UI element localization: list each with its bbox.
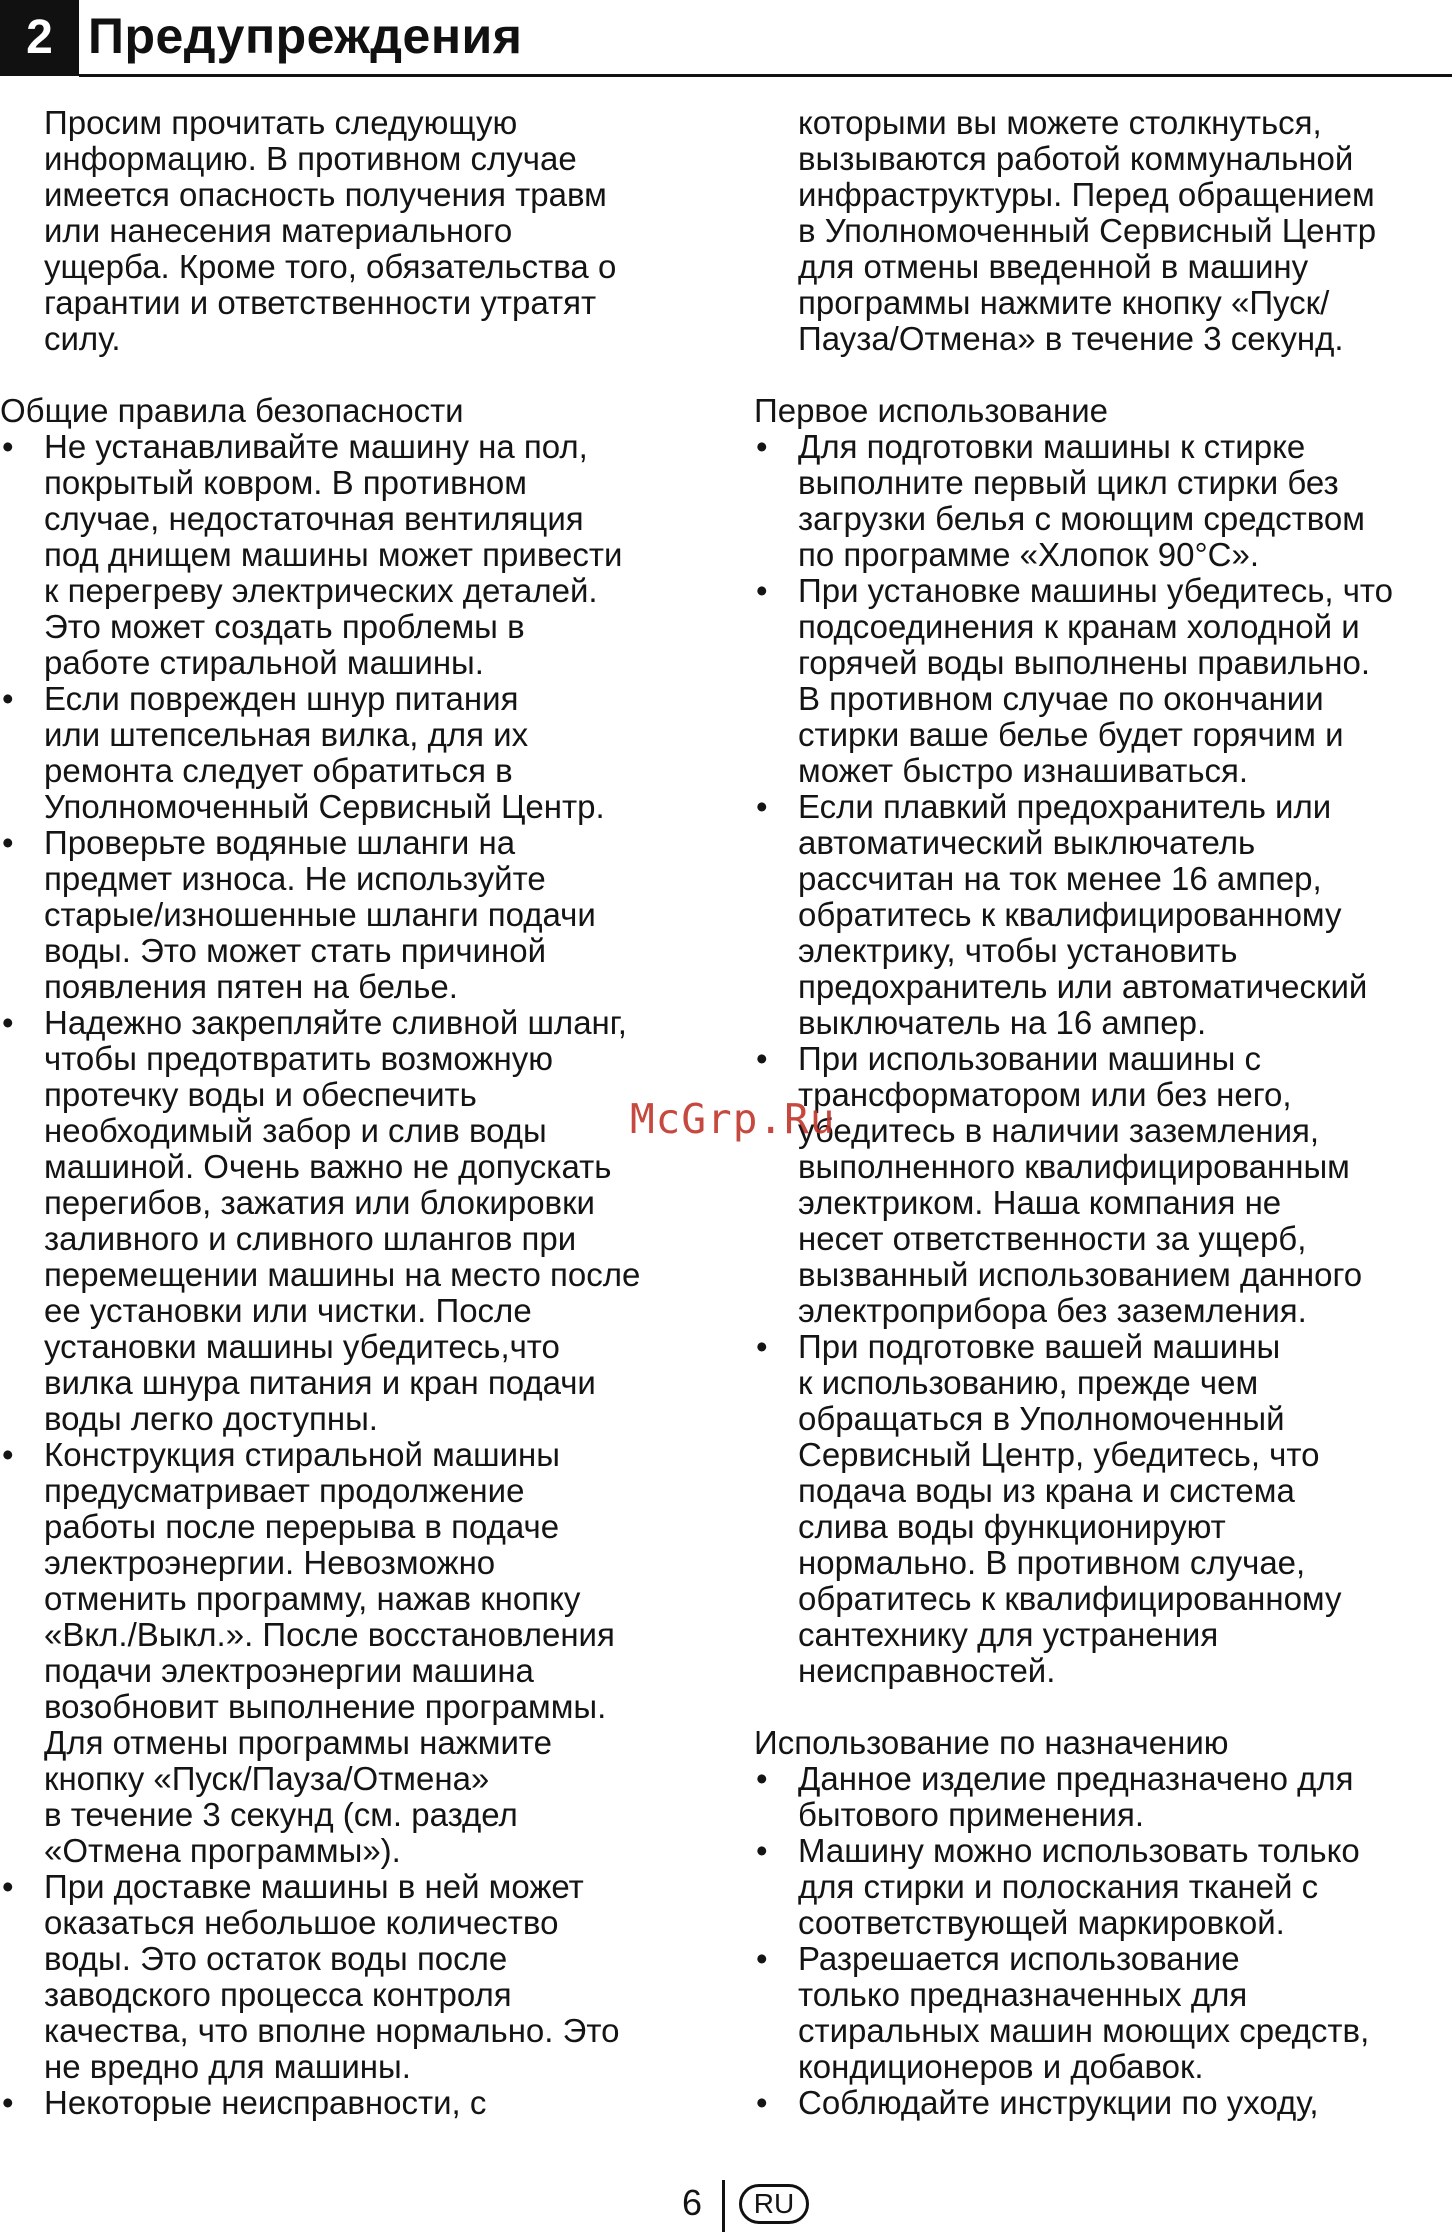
list-item	[0, 825, 706, 1005]
list-item	[754, 2085, 1452, 2121]
list-item-text: Надежно закрепляйте сливной шланг, чтобы предотвратить возможную протечку воды и обеспечить необходимый забор и слив воды машиной. Очень важно не допускать перегибов, зажатия или блокировки заливного и сливного шлангов при перемещении машины на место после ее установки или чистки. После установки машины убедитесь,что вилка шнура питания и кран подачи воды легко доступны.	[44, 1004, 641, 1437]
page-header	[0, 0, 1452, 78]
chapter-number: 2	[0, 0, 79, 76]
right-column	[754, 105, 1452, 2121]
list-item-text: Конструкция стиральной машины предусматривает продолжение работы после перерыва в подаче электроэнергии. Невозможно отменить программу, нажав кнопку «Вкл./Выкл.». После восстановления подачи электроэнергии машина возобновит выполнение программы. Для отмены программы нажмите кнопку «Пуск/Пауза/Отмена» в течение 3 секунд (см. раздел «Отмена программы»).	[44, 1436, 615, 1869]
page-footer	[0, 2178, 1452, 2234]
list-item-text: Данное изделие предназначено для бытового применения.	[798, 1760, 1354, 1833]
footer-divider	[722, 2180, 725, 2232]
list-item	[0, 1869, 706, 2085]
bullet-icon: •	[2, 2084, 14, 2121]
list-item-text: Не устанавливайте машину на пол, покрытый ковром. В противном случае, недостаточная вентиляция под днищем машины может привести к перегреву электрических деталей. Это может создать проблемы в работе стиральной машины.	[44, 428, 623, 681]
bullet-icon: •	[756, 788, 768, 825]
list-item	[754, 1761, 1452, 1833]
safety-heading: Общие правила безопасности	[0, 392, 464, 429]
intended-use-list	[754, 1761, 1452, 2121]
list-item	[754, 1833, 1452, 1941]
page-number: 6	[682, 2182, 703, 2223]
language-badge: RU	[739, 2184, 809, 2224]
bullet-icon: •	[2, 1004, 14, 1041]
list-item-text: Для подготовки машины к стирке выполните первый цикл стирки без загрузки белья с моющим средством по программе «Хлопок 90°C».	[798, 428, 1365, 573]
continuation-paragraph: которыми вы можете столкнуться, вызываются работой коммунальной инфраструктуры. Перед обращением в Уполномоченный Сервисный Центр для отмены введенной в машину программы нажмите кнопку «Пуск/ Пауза/Отмена» в течение 3 секунд.	[798, 104, 1377, 357]
chapter-title: Предупреждения	[88, 8, 523, 64]
bullet-icon: •	[756, 1040, 768, 1077]
bullet-icon: •	[2, 680, 14, 717]
list-item-text: Соблюдайте инструкции по уходу,	[798, 2084, 1319, 2121]
bullet-icon: •	[756, 572, 768, 609]
list-item-text: При доставке машины в ней может оказаться небольшое количество воды. Это остаток воды после заводского процесса контроля качества, что вполне нормально. Это не вредно для машины.	[44, 1868, 620, 2085]
list-item	[754, 1941, 1452, 2085]
list-item-text: При использовании машины с трансформатором или без него, убедитесь в наличии заземления, выполненного квалифицированным электриком. Наша компания не несет ответственности за ущерб, вызванный использованием данного электроприбора без заземления.	[798, 1040, 1363, 1329]
first-use-list	[754, 429, 1452, 1689]
list-item	[0, 1437, 706, 1869]
watermark: McGrp.Ru	[630, 1095, 836, 1143]
intended-use-heading: Использование по назначению	[754, 1724, 1229, 1761]
bullet-icon: •	[2, 1436, 14, 1473]
list-item	[0, 429, 706, 681]
bullet-icon: •	[756, 1328, 768, 1365]
list-item-text: Если поврежден шнур питания или штепсельная вилка, для их ремонта следует обратиться в Уполномоченный Сервисный Центр.	[44, 680, 605, 825]
list-item-text: При подготовке вашей машины к использованию, прежде чем обращаться в Уполномоченный Сервисный Центр, убедитесь, что подача воды из крана и система слива воды функционируют нормально. В противном случае, обратитесь к квалифицированному сантехнику для устранения неисправностей.	[798, 1328, 1342, 1689]
list-item	[754, 1329, 1452, 1689]
bullet-icon: •	[2, 428, 14, 465]
list-item	[0, 681, 706, 825]
list-item	[0, 1005, 706, 1437]
list-item	[0, 2085, 706, 2121]
bullet-icon: •	[756, 428, 768, 465]
bullet-icon: •	[756, 1760, 768, 1797]
left-column	[0, 105, 706, 2121]
first-use-heading: Первое использование	[754, 392, 1108, 429]
safety-list	[0, 429, 706, 2121]
bullet-icon: •	[756, 1832, 768, 1869]
list-item-text: Разрешается использование только предназначенных для стиральных машин моющих средств, кондиционеров и добавок.	[798, 1940, 1370, 2085]
intro-paragraph: Просим прочитать следующую информацию. В противном случае имеется опасность получения травм или нанесения материального ущерба. Кроме того, обязательства о гарантии и ответственности утратят силу.	[44, 104, 617, 357]
list-item-text: Проверьте водяные шланги на предмет износа. Не используйте старые/изношенные шланги подачи воды. Это может стать причиной появления пятен на белье.	[44, 824, 596, 1005]
list-item-text: Машину можно использовать только для стирки и полоскания тканей с соответствующей маркировкой.	[798, 1832, 1360, 1941]
list-item	[754, 789, 1452, 1041]
bullet-icon: •	[2, 1868, 14, 1905]
list-item	[754, 429, 1452, 573]
bullet-icon: •	[2, 824, 14, 861]
header-rule	[79, 74, 1452, 77]
bullet-icon: •	[756, 2084, 768, 2121]
list-item-text: При установке машины убедитесь, что подсоединения к кранам холодной и горячей воды выполнены правильно. В противном случае по окончании стирки ваше белье будет горячим и может быстро изнашиваться.	[798, 572, 1394, 789]
list-item	[754, 1041, 1452, 1329]
list-item-text: Некоторые неисправности, с	[44, 2084, 487, 2121]
list-item-text: Если плавкий предохранитель или автоматический выключатель рассчитан на ток менее 16 ампер, обратитесь к квалифицированному электрику, чтобы установить предохранитель или автоматический выключатель на 16 ампер.	[798, 788, 1368, 1041]
list-item	[754, 573, 1452, 789]
bullet-icon: •	[756, 1940, 768, 1977]
